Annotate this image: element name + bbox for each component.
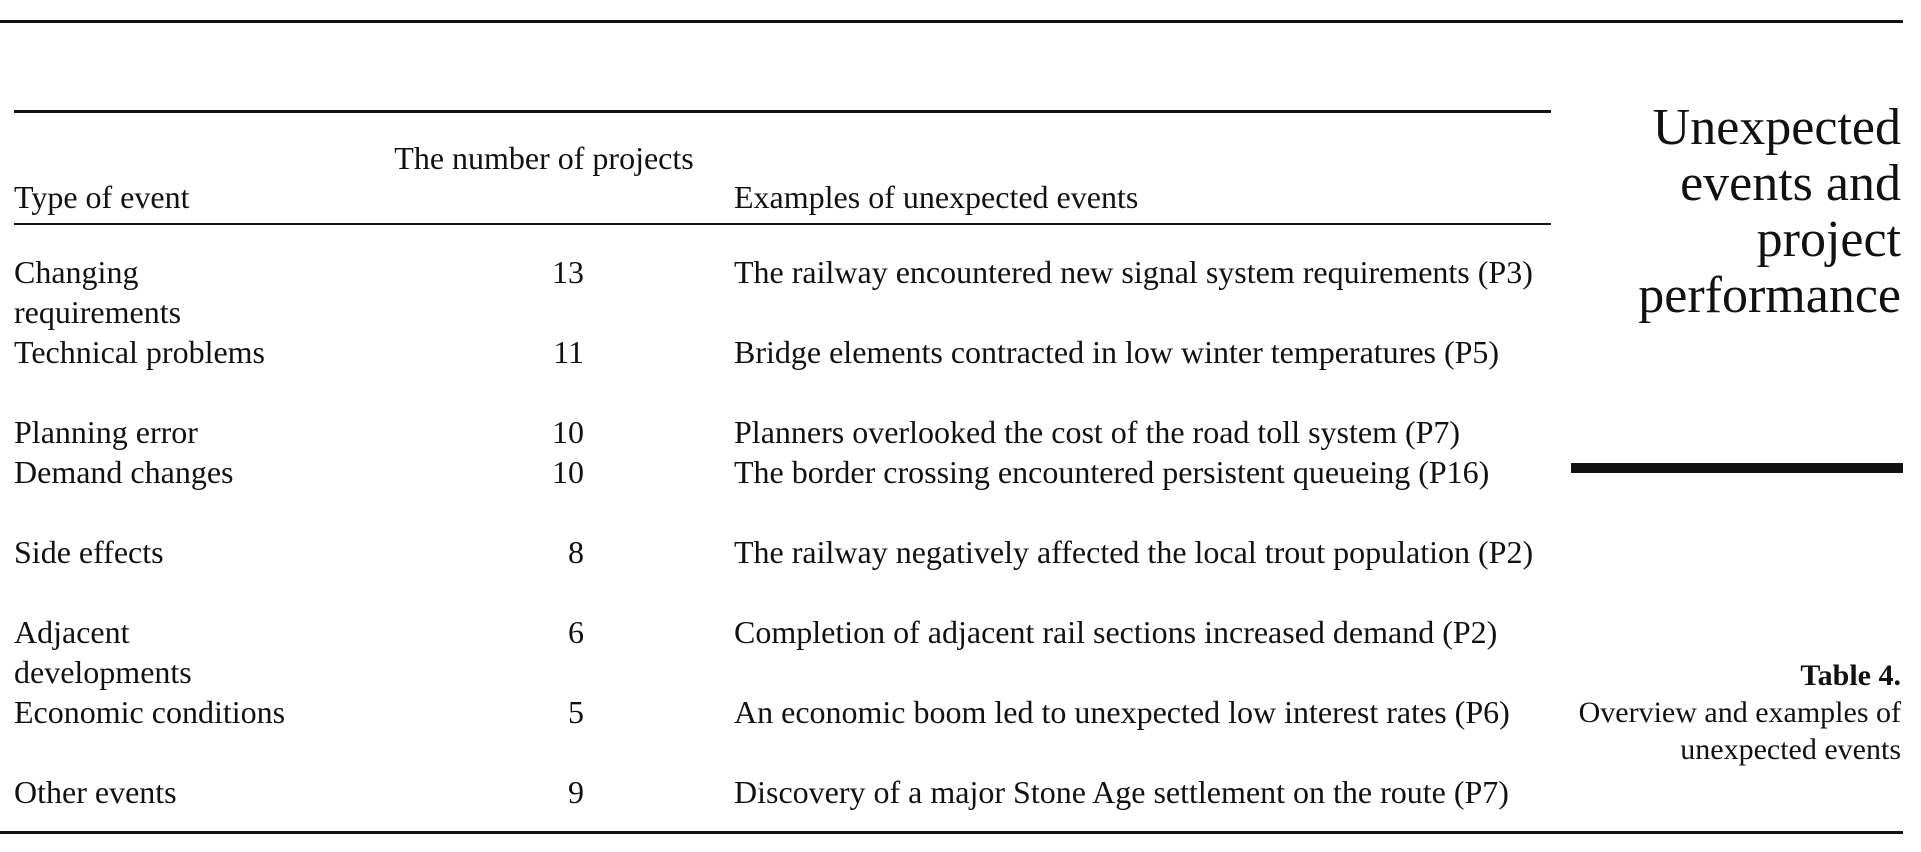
event-example: The railway negatively affected the local trout population (P2) [734,534,1534,570]
event-type: Technical problems [14,334,265,370]
table-caption-text: Overview and examples of unexpected events [1578,696,1901,766]
table-row [14,772,1551,852]
event-example: The railway encountered new signal system requirements (P3) [734,254,1533,290]
side-divider-bar [1571,463,1903,473]
event-type: Economic conditions [14,694,286,730]
event-example: Completion of adjacent rail sections increased demand (P2) [734,614,1498,650]
header-examples: Examples of unexpected events [734,179,1139,215]
event-example: The border crossing encountered persistent queueing (P16) [734,454,1490,490]
header-type-of-event: Type of event [14,179,190,215]
top-rule [0,20,1903,23]
table-header-rule [14,223,1551,225]
project-count: 6 [568,614,584,650]
project-count: 5 [568,694,584,730]
event-example: Bridge elements contracted in low winter temperatures (P5) [734,334,1500,370]
table-caption-label: Table 4. [1800,659,1901,692]
project-count: 10 [552,454,584,490]
event-type: Changing requirements [14,254,182,330]
event-example: Planners overlooked the cost of the road toll system (P7) [734,414,1461,450]
table-row [14,692,1551,772]
event-example: Discovery of a major Stone Age settlement on the route (P7) [734,774,1509,810]
event-type: Adjacent developments [14,614,192,690]
bottom-rule [0,831,1903,834]
event-type: Side effects [14,534,164,570]
project-count: 13 [552,254,584,290]
project-count: 8 [568,534,584,570]
table-top-rule [14,110,1551,113]
table-caption [1561,657,1901,768]
project-count: 11 [553,334,584,370]
project-count: 10 [552,414,584,450]
event-example: An economic boom led to unexpected low interest rates (P6) [734,694,1510,730]
table-row [14,452,1551,532]
running-title: Unexpected events and project performance [1638,99,1901,324]
table-row [14,612,1551,692]
table-row [14,252,1551,332]
event-type: Demand changes [14,454,234,490]
table-row [14,532,1551,612]
table-row [14,332,1551,412]
event-type: Other events [14,774,177,810]
event-type: Planning error [14,414,198,450]
header-number-of-projects: The number of projects [394,140,694,176]
project-count: 9 [568,774,584,810]
